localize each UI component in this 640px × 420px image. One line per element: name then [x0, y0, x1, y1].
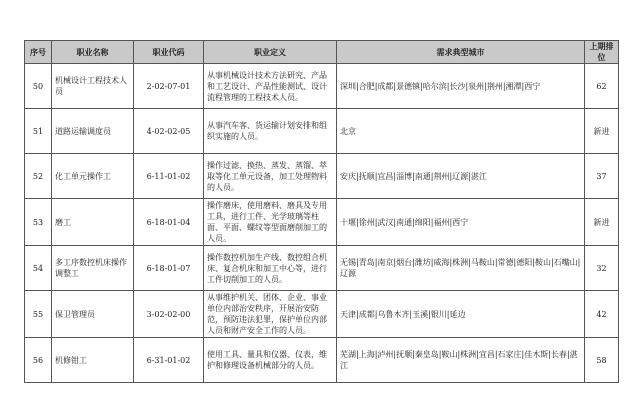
cell-definition: 从事维护机关、团体、企业、事业单位内部治安秩序，开展治安防范，预防违法犯罪，保护单位内部人员和财产安全工作的人员。	[204, 291, 337, 338]
cell-seq: 53	[25, 199, 52, 246]
header-code: 职业代码	[134, 41, 204, 64]
cell-name: 磨工	[52, 199, 134, 246]
cell-definition: 使用工具、量具和仪器、仪表，维护和修理设备机械部分的人员。	[204, 338, 337, 383]
header-cities: 需求典型城市	[337, 41, 585, 64]
cell-definition: 操作过滤、换热、蒸发、蒸馏、萃取等化工单元设备，加工处理物料的人员。	[204, 154, 337, 199]
occupation-table-page	[24, 40, 618, 383]
cell-cities: 十堰|徐州|武汉|南通|绵阳|福州|西宁	[337, 199, 585, 246]
cell-name: 道路运输调度员	[52, 109, 134, 154]
cell-name: 多工序数控机床操作调整工	[52, 246, 134, 291]
cell-rank: 新进	[585, 199, 619, 246]
table-row	[25, 154, 619, 199]
cell-seq: 52	[25, 154, 52, 199]
table-row	[25, 199, 619, 246]
cell-definition: 操作数控机加生产线、数控组合机床、复合机床和加工中心等，进行工件切削加工的人员。	[204, 246, 337, 291]
cell-code: 3-02-02-00	[134, 291, 204, 338]
cell-rank: 62	[585, 64, 619, 109]
cell-cities: 安庆|抚顺|宜昌|淄博|南通|荆州|辽源|湛江	[337, 154, 585, 199]
cell-code: 4-02-02-05	[134, 109, 204, 154]
header-definition: 职业定义	[204, 41, 337, 64]
header-name: 职业名称	[52, 41, 134, 64]
cell-code: 6-11-01-02	[134, 154, 204, 199]
cell-code: 6-18-01-07	[134, 246, 204, 291]
cell-cities: 深圳|合肥|成都|景德镇|哈尔滨|长沙|泉州|荆州|湘潭|西宁	[337, 64, 585, 109]
table-header-row	[25, 41, 619, 64]
cell-rank: 37	[585, 154, 619, 199]
cell-rank: 58	[585, 338, 619, 383]
header-seq: 序号	[25, 41, 52, 64]
cell-rank: 32	[585, 246, 619, 291]
cell-cities: 芜湖|上海|泸州|抚顺|秦皇岛|鞍山|株洲|宜昌|石家庄|佳木斯|长春|湛江	[337, 338, 585, 383]
cell-rank: 新进	[585, 109, 619, 154]
cell-definition: 从事机械设计技术方法研究、产品和工艺设计、产品性能测试、设计流程管理的工程技术人员。	[204, 64, 337, 109]
header-last-rank: 上期排位	[585, 41, 619, 64]
cell-definition: 从事汽车客、货运输计划安排和组织实施的人员。	[204, 109, 337, 154]
cell-name: 机修钳工	[52, 338, 134, 383]
table-row	[25, 64, 619, 109]
cell-cities: 北京	[337, 109, 585, 154]
cell-definition: 操作磨床，使用磨料、磨具及专用工具，进行工件、光学玻璃等柱面、平面、螺纹等型面磨削加工的人员。	[204, 199, 337, 246]
table-row	[25, 109, 619, 154]
cell-seq: 55	[25, 291, 52, 338]
cell-code: 6-18-01-04	[134, 199, 204, 246]
cell-seq: 50	[25, 64, 52, 109]
table-row	[25, 338, 619, 383]
cell-seq: 56	[25, 338, 52, 383]
cell-name: 保卫管理员	[52, 291, 134, 338]
cell-rank: 42	[585, 291, 619, 338]
table-row	[25, 246, 619, 291]
cell-seq: 51	[25, 109, 52, 154]
cell-seq: 54	[25, 246, 52, 291]
cell-cities: 无锡|青岛|南京|烟台|潍坊|威海|株洲|马鞍山|常德|德阳|鞍山|石嘴山|辽源	[337, 246, 585, 291]
cell-cities: 天津|成都|乌鲁木齐|玉溪|银川|延边	[337, 291, 585, 338]
cell-name: 化工单元操作工	[52, 154, 134, 199]
occupation-demand-table	[24, 40, 619, 383]
table-row	[25, 291, 619, 338]
cell-name: 机械设计工程技术人员	[52, 64, 134, 109]
cell-code: 6-31-01-02	[134, 338, 204, 383]
cell-code: 2-02-07-01	[134, 64, 204, 109]
